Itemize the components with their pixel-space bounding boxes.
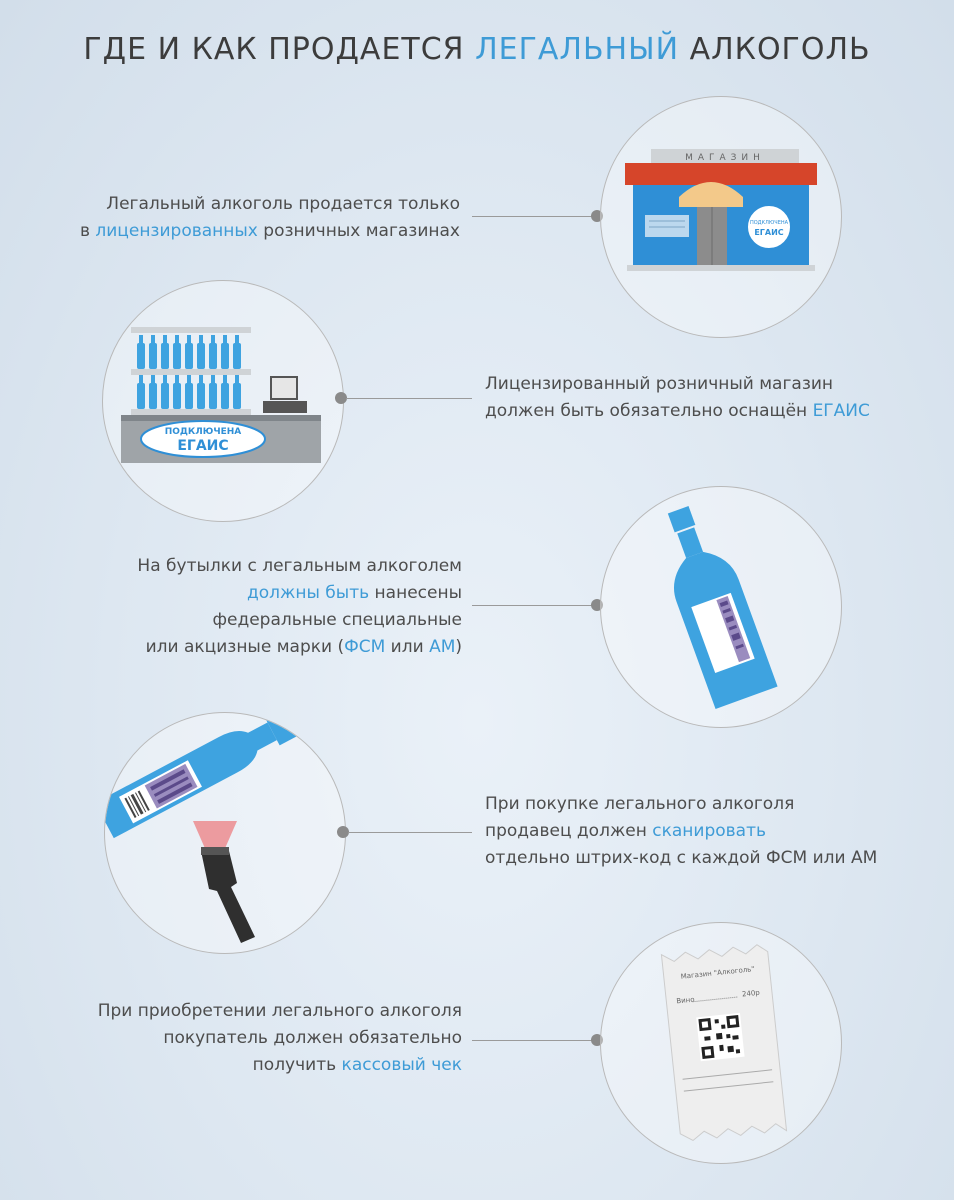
item-4-text [485,791,945,872]
connector-line-5 [472,1040,596,1041]
item-4-line1: При покупке легального алкоголя [485,794,795,814]
item-5-line1: При приобретении легального алкоголя [97,1001,462,1021]
bottle-illustration [601,487,841,727]
page-title [0,32,954,67]
store-illustration [601,97,841,337]
scanner-illustration [105,713,345,953]
item-3-line2: должны быть нанесены [247,583,462,603]
receipt-header: Магазин "Алкоголь" [680,965,755,981]
title-part2: АЛКОГОЛЬ [679,32,871,67]
store-badge-bottom: ЕГАИС [754,228,784,237]
store-badge-top: ПОДКЛЮЧЕНА [749,220,789,226]
connector-line-3 [472,605,596,606]
item-3-text [60,553,462,661]
counter-illustration [103,281,343,521]
scanner-circle [104,712,346,954]
item-1-line1: Легальный алкоголь продается только [106,194,460,214]
store-sign-text: МАГАЗИН [685,153,765,163]
receipt-price: 240р [741,988,761,999]
bottle-circle [600,486,842,728]
item-5-line3: получить кассовый чек [252,1055,462,1075]
item-3-line3: федеральные специальные [212,610,462,630]
item-2-text [485,371,925,425]
connector-line-4 [348,832,472,833]
store-circle [600,96,842,338]
receipt-circle [600,922,842,1164]
title-part1: ГДЕ И КАК ПРОДАЕТСЯ [83,32,476,67]
connector-line-1 [472,216,596,217]
counter-badge-top: ПОДКЛЮЧЕНА [164,427,242,437]
title-highlight: ЛЕГАЛЬНЫЙ [475,32,680,67]
receipt-illustration [601,923,841,1163]
item-1-text [40,191,460,245]
item-1-line2: в лицензированных розничных магазинах [79,221,460,241]
item-2-line2: должен быть обязательно оснащён ЕГАИС [485,401,870,421]
item-2-line1: Лицензированный розничный магазин [485,374,834,394]
counter-badge-bottom: ЕГАИС [177,438,229,454]
qr-code-icon [696,1013,744,1061]
counter-circle [102,280,344,522]
item-5-line2: покупатель должен обязательно [163,1028,462,1048]
item-3-line4: или акцизные марки (ФСМ или АМ) [145,637,462,657]
item-4-line2: продавец должен сканировать [485,821,766,841]
connector-line-2 [346,398,472,399]
item-4-line3: отдельно штрих-код с каждой ФСМ или АМ [485,848,878,868]
item-3-line1: На бутылки с легальным алкоголем [137,556,462,576]
receipt-item: Вино [675,995,695,1006]
item-5-text [30,998,462,1079]
